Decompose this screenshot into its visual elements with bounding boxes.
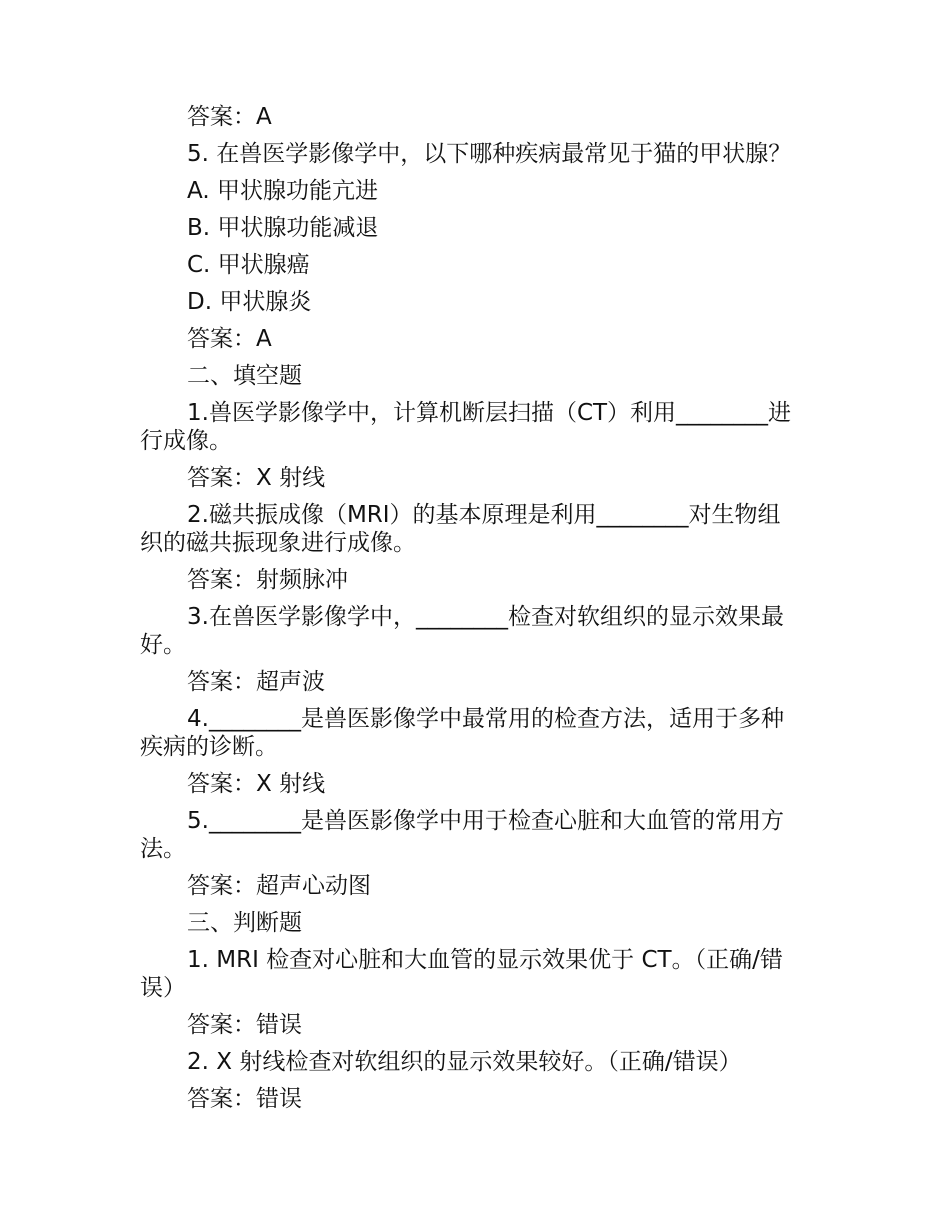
option-a: A. 甲状腺功能亢进 (187, 178, 378, 204)
section-heading: 二、填空题 (187, 363, 302, 389)
question-text: 1.兽医学影像学中，计算机断层扫描（CT）利用________进行成像。 (140, 400, 792, 454)
question-text: 4.________是兽医影像学中最常用的检查方法，适用于多种疾病的诊断。 (140, 706, 784, 760)
option-c: C. 甲状腺癌 (187, 252, 310, 278)
answer-line: 答案：A (187, 326, 272, 352)
answer-line: 答案：射频脉冲 (187, 567, 348, 593)
answer-line: 答案：错误 (187, 1012, 302, 1038)
answer-line: 答案：超声心动图 (187, 873, 371, 899)
option-b: B. 甲状腺功能减退 (187, 215, 379, 241)
document-page (140, 103, 800, 1113)
question-text: 2. X 射线检查对软组织的显示效果较好。（正确/错误） (187, 1049, 742, 1075)
question-text: 2.磁共振成像（MRI）的基本原理是利用________对生物组织的磁共振现象进行成像。 (140, 502, 781, 556)
answer-line: 答案：X 射线 (187, 465, 326, 491)
answer-line: 答案：X 射线 (187, 771, 326, 797)
answer-line: 答案：超声波 (187, 669, 325, 695)
question-text: 1. MRI 检查对心脏和大血管的显示效果优于 CT。（正确/错误） (140, 947, 783, 1001)
question-text: 3.在兽医学影像学中，________检查对软组织的显示效果最好。 (140, 604, 784, 658)
option-d: D. 甲状腺炎 (187, 289, 312, 315)
section-heading: 三、判断题 (187, 910, 302, 936)
question-text: 5. 在兽医学影像学中，以下哪种疾病最常见于猫的甲状腺？ (187, 141, 792, 167)
question-text: 5.________是兽医影像学中用于检查心脏和大血管的常用方法。 (140, 808, 784, 862)
answer-line: 答案：A (187, 104, 272, 130)
answer-line: 答案：错误 (187, 1086, 302, 1112)
